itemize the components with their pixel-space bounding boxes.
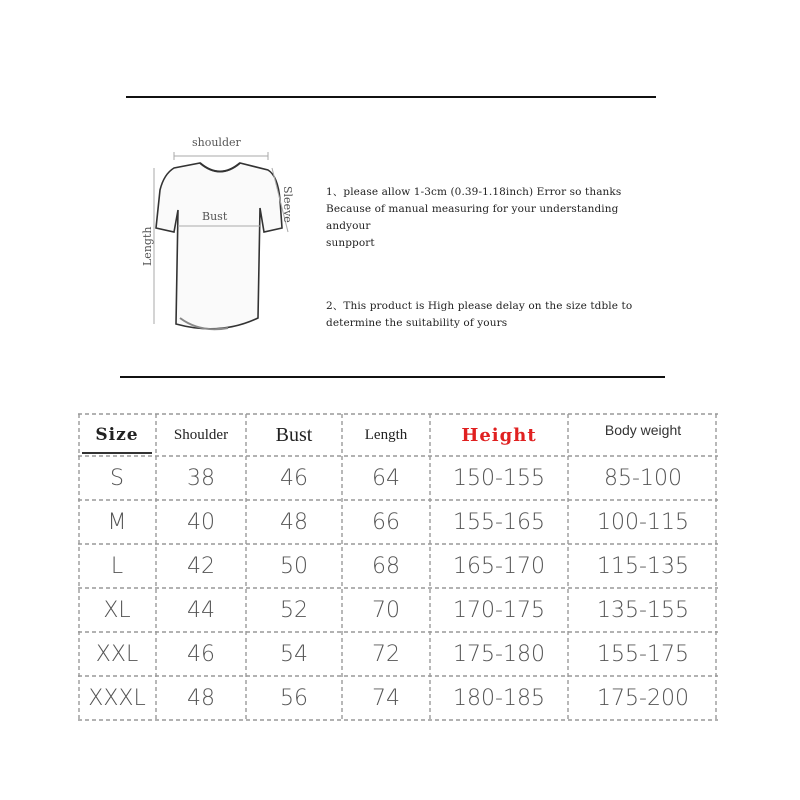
table-cell: 54 <box>280 641 308 667</box>
table-cell: 68 <box>372 553 400 579</box>
table-cell: 48 <box>187 685 215 711</box>
note-1-line-1: 1、please allow 1-3cm (0.39-1.18inch) Error so thanks <box>326 186 622 198</box>
table-cell: XXXL <box>88 685 146 711</box>
table-cell: 46 <box>187 641 215 667</box>
table-cell: 165-170 <box>453 553 545 579</box>
table-cell: S <box>110 465 124 491</box>
table-cell: 50 <box>280 553 308 579</box>
table-cell: XXL <box>95 641 139 667</box>
table-cell: 52 <box>280 597 308 623</box>
table-cell: L <box>110 553 124 579</box>
table-cell: 175-180 <box>453 641 545 667</box>
note-2-line-1: 2、This product is High please delay on the size tdble to <box>326 300 633 312</box>
length-label: Length <box>141 226 154 266</box>
bust-label: Bust <box>202 210 228 223</box>
header-height: Height <box>461 424 537 446</box>
table-cell: 42 <box>187 553 215 579</box>
table-cell: 74 <box>372 685 400 711</box>
note-1-line-2: Because of manual measuring for your understanding andyour <box>326 203 619 232</box>
table-cell: 38 <box>187 465 215 491</box>
shoulder-label: shoulder <box>192 136 241 149</box>
table-cell: 180-185 <box>453 685 545 711</box>
table-cell: 155-175 <box>597 641 689 667</box>
table-cell: 40 <box>187 509 215 535</box>
table-cell: 66 <box>372 509 400 535</box>
table-cell: 48 <box>280 509 308 535</box>
size-header-underline <box>82 452 152 454</box>
note-size-table <box>326 298 666 332</box>
table-cell: M <box>107 509 127 535</box>
middle-divider <box>120 376 665 378</box>
table-cell: XL <box>103 597 131 623</box>
top-divider <box>126 96 656 98</box>
table-cell: 70 <box>372 597 400 623</box>
size-table <box>78 412 718 722</box>
header-size: Size <box>95 425 139 445</box>
table-cell: 150-155 <box>453 465 545 491</box>
table-cell: 100-115 <box>597 509 689 535</box>
table-cell: 155-165 <box>453 509 545 535</box>
note-error-allowance <box>326 184 666 252</box>
sleeve-label: Sleeve <box>281 186 294 223</box>
table-cell: 64 <box>372 465 400 491</box>
table-cell: 175-200 <box>597 685 689 711</box>
header-bust: Bust <box>275 423 313 446</box>
table-cell: 115-135 <box>597 553 689 579</box>
table-cell: 72 <box>372 641 400 667</box>
header-shoulder: Shoulder <box>173 426 229 443</box>
table-cell: 85-100 <box>604 465 682 491</box>
header-length: Length <box>364 426 408 443</box>
table-cell: 135-155 <box>597 597 689 623</box>
note-2-line-2: determine the suitability of yours <box>326 317 508 329</box>
table-cell: 44 <box>187 597 215 623</box>
note-1-line-3: sunpport <box>326 237 375 249</box>
tshirt-diagram <box>140 128 300 343</box>
table-cell: 56 <box>280 685 308 711</box>
table-cell: 170-175 <box>453 597 545 623</box>
table-cell: 46 <box>280 465 308 491</box>
header-body-weight: Body weight <box>604 422 682 438</box>
